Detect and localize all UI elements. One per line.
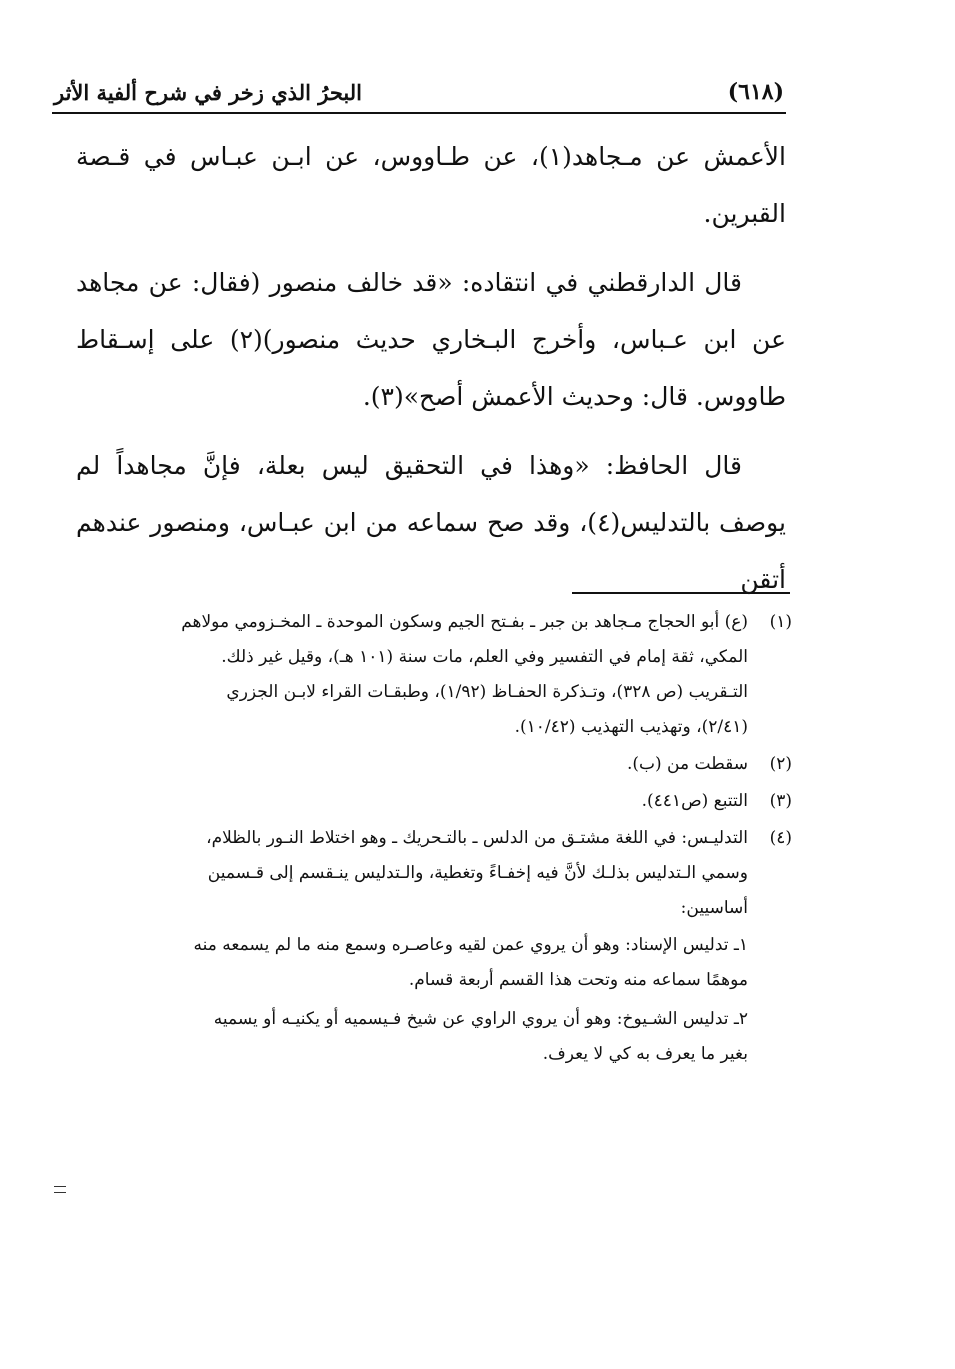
footnote-number: (١)	[769, 612, 792, 632]
footnote-line: المكي، ثقة إمام في التفسير وفي العلم، مات سنة (١٠١ هـ)، وقيل غير ذلك.	[221, 647, 748, 667]
paragraph: قال الدارقطني في انتقاده: «قد خالف منصور (فقال: عن مجاهد عن ابن عـباس، وأخرج البـخاري حديث منصور)(٢) على إسـقاط طاووس. قال: وحديث الأعمش أصح»(٣).	[76, 268, 786, 411]
footnote-line: وسمي الـتدليس بذلـك لأنَّ فيه إخفـاءً وتغطية، والـتدليس ينـقسم إلى قـسمين	[207, 863, 748, 883]
footnote-number: (٣)	[769, 791, 792, 811]
footnote-number: (٢)	[769, 754, 792, 774]
page-edge-mark	[54, 1186, 66, 1193]
footnote-4	[80, 821, 792, 926]
main-text	[76, 128, 786, 620]
footnote-line: سقطت من (ب).	[626, 754, 748, 774]
footnote-line: موهمًا سماعه منه وتحت هذا القسم أربعة قسام.	[408, 970, 748, 990]
footnote-line: التدليـس: في اللغة مشتـق من الدلس ـ بالتـحريك ـ وهو اختلاط النـور بالظلام،	[206, 828, 748, 848]
footnote-line: (٢/٤١)، وتهذيب التهذيب (١٠/٤٢).	[514, 717, 748, 737]
paragraph: قال الحافظ: «وهذا في التحقيق ليس بعلة، فإنَّ مجاهداً لم يوصف بالتدليس(٤)، وقد صح سماعه من ابن عبـاس، ومنصور عندهم أتقن	[76, 451, 786, 594]
footnote-2	[80, 747, 792, 782]
footnote-line: بغير ما يعرف به كي لا يعرف.	[542, 1044, 748, 1064]
paragraph: الأعمش عن مـجاهد(١)، عن طـاووس، عن ابـن عبـاس في قـصة القبرين.	[76, 142, 786, 228]
footnote-4-item-1	[80, 928, 792, 998]
footnote-4-item-2	[80, 1002, 792, 1072]
footnote-line: أساسيين:	[680, 898, 748, 918]
footnotes	[80, 605, 792, 1076]
footnote-body	[80, 747, 748, 782]
page-header	[52, 72, 786, 114]
page-number: (٦١٨)	[727, 79, 784, 105]
footnote-body	[80, 784, 748, 819]
footnote-line: التتبع (ص٤٤١).	[641, 791, 748, 811]
footnote-body	[80, 821, 748, 926]
footnote-line: ٢ـ تدليس الشـيوخ: وهو أن يروي الراوي عن شيخ فـيسميه أو يكنيـه أو يسميه	[213, 1009, 748, 1029]
footnote-3	[80, 784, 792, 819]
footnote-line: التـقريب (ص ٣٢٨)، وتـذكرة الحفـاظ (١/٩٢)، وطبقـات القراء لابـن الجزري	[226, 682, 748, 702]
footnote-line: (ع) أبو الحجاج مـجاهد بن جبر ـ بفـتح الجيم وسكون الموحدة ـ المخـزومي مولاهم	[181, 612, 748, 632]
footnote-1	[80, 605, 792, 745]
book-title: البحرُ الذي زخر في شرح ألفية الأثر	[54, 79, 362, 105]
footnote-separator	[572, 592, 790, 594]
footnote-line: ١ـ تدليس الإسناد: وهو أن يروي عمن لقيه وعاصـره وسمع منه ما لم يسمعه منه	[193, 935, 748, 955]
footnote-number: (٤)	[769, 828, 792, 848]
footnote-body	[80, 605, 748, 745]
